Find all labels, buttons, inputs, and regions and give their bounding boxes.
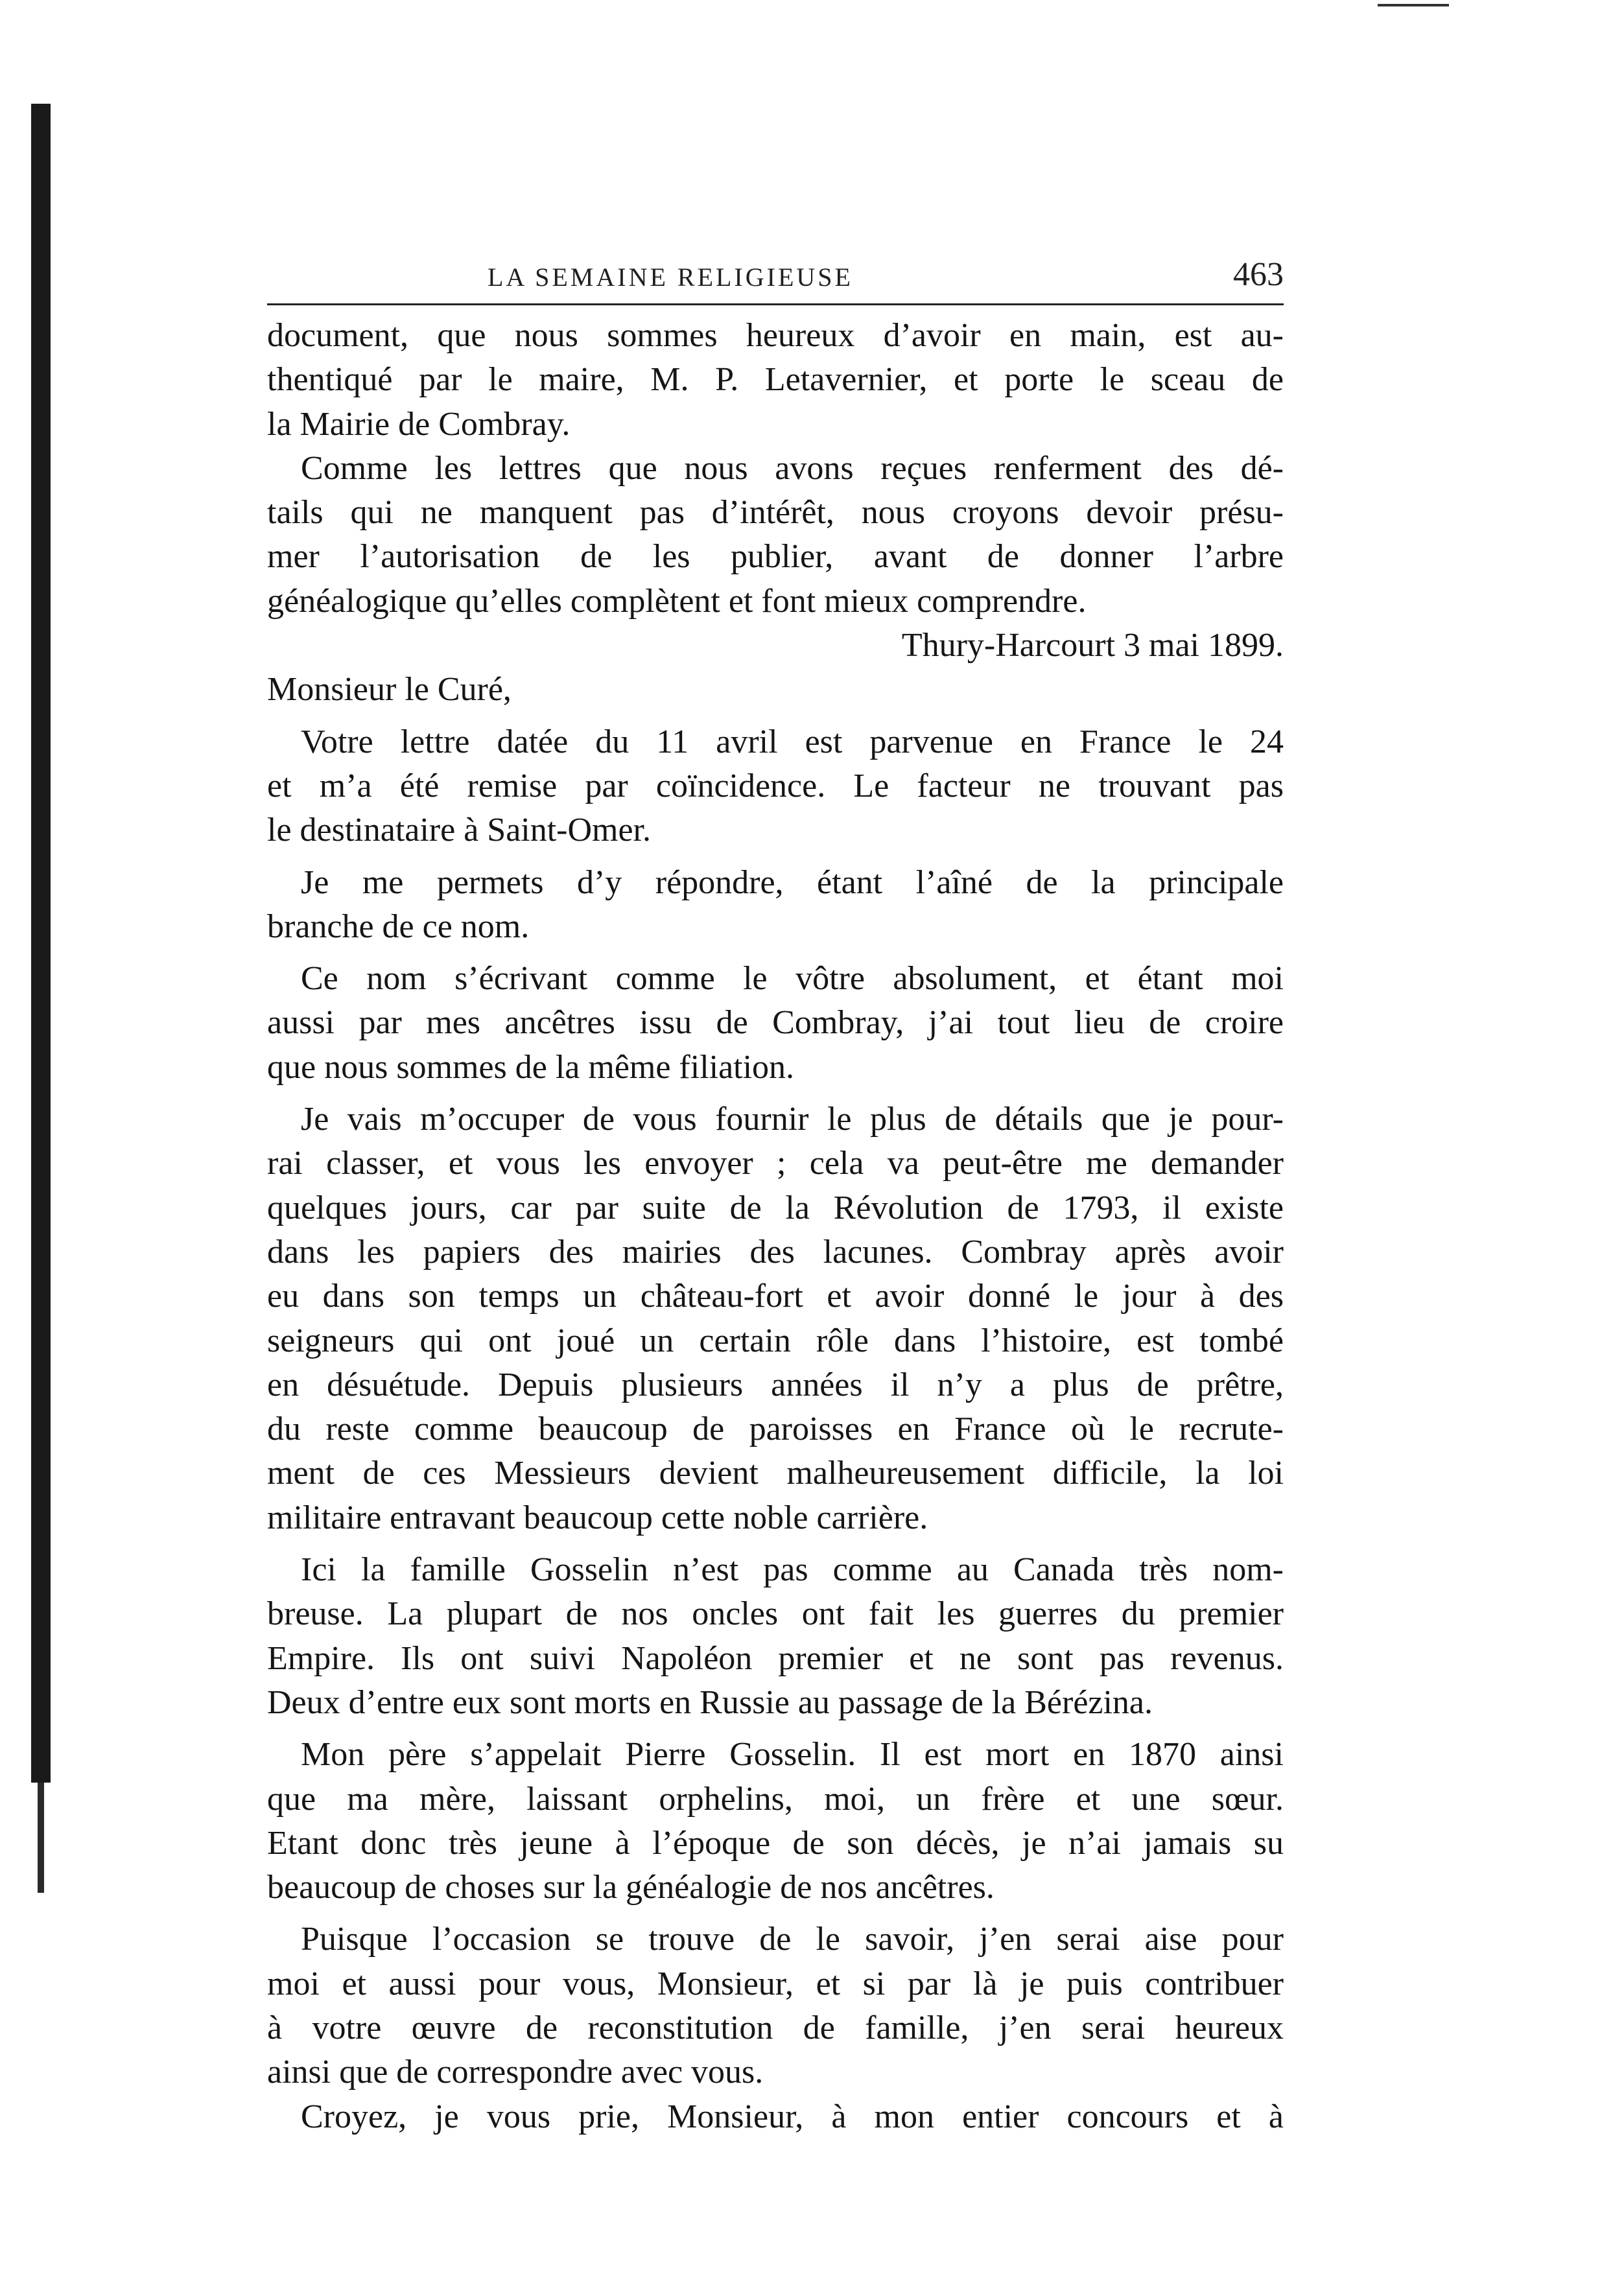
text-line: moi et aussi pour vous, Monsieur, et si par là je puis contribuer [267,1965,1284,2002]
text-line: Croyez, je vous prie, Monsieur, à mon entier concours et à [301,2098,1284,2135]
text-line: thentiqué par le maire, M. P. Letavernier, et porte le sceau de [267,361,1284,399]
text-line: militaire entravant beaucoup cette noble carrière. [267,1499,928,1536]
text-line: Ici la famille Gosselin n’est pas comme au Canada très nom- [301,1551,1284,1589]
text-line: Deux d’entre eux sont morts en Russie au passage de la Bérézina. [267,1683,1153,1721]
text-line: Ce nom s’écrivant comme le vôtre absolument, et étant moi [301,960,1284,998]
text-line: mer l’autorisation de les publier, avant de donner l’arbre [267,538,1284,576]
page-number: 463 [1233,256,1284,293]
text-line: et m’a été remise par coïncidence. Le facteur ne trouvant pas [267,767,1284,804]
text-line: que ma mère, laissant orphelins, moi, un frère et une sœur. [267,1780,1284,1818]
text-line: seigneurs qui ont joué un certain rôle dans l’histoire, est tombé [267,1322,1284,1359]
text-line: Etant donc très jeune à l’époque de son décès, je n’ai jamais su [267,1824,1284,1862]
text-line: ment de ces Messieurs devient malheureusement difficile, la loi [267,1455,1284,1492]
text-line: Je vais m’occuper de vous fournir le plus de détails que je pour- [301,1101,1284,1138]
text-line: beaucoup de choses sur la généalogie de nos ancêtres. [267,1869,995,1906]
text-line: à votre œuvre de reconstitution de famille, j’en serai heureux [267,2009,1284,2046]
text-line: Je me permets d’y répondre, étant l’aîné de la principale [301,863,1284,901]
scan-corner-mark [1378,4,1449,6]
text-line: du reste comme beaucoup de paroisses en France où le recrute- [267,1411,1284,1448]
text-line: Votre lettre datée du 11 avril est parvenue en France le 24 [301,723,1284,760]
page-binding-edge [31,104,51,1783]
text-line: document, que nous sommes heureux d’avoir en main, est au- [267,317,1284,354]
header-rule [267,303,1284,305]
body-text [267,314,1284,2139]
running-title: LA SEMAINE RELIGIEUSE [488,263,853,292]
text-line: tails qui ne manquent pas d’intérêt, nous croyons devoir présu- [267,494,1284,532]
page-binding-edge-tail [38,1783,44,1893]
page-header [267,252,1284,310]
text-line: rai classer, et vous les envoyer ; cela va peut-être me demander [267,1145,1284,1182]
text-line: ainsi que de correspondre avec vous. [267,2054,764,2091]
text-line: généalogique qu’elles complètent et font mieux comprendre. [267,582,1087,620]
letter-salutation: Monsieur le Curé, [267,671,512,709]
text-line: quelques jours, car par suite de la Révolution de 1793, il existe [267,1189,1284,1226]
text-line: aussi par mes ancêtres issu de Combray, j’ai tout lieu de croire [267,1004,1284,1042]
text-line: le destinataire à Saint-Omer. [267,812,652,849]
text-line: Empire. Ils ont suivi Napoléon premier et ne sont pas revenus. [267,1639,1284,1677]
text-line: eu dans son temps un château-fort et avoir donné le jour à des [267,1278,1284,1315]
text-line: en désuétude. Depuis plusieurs années il n’y a plus de prêtre, [267,1366,1284,1403]
text-line: Comme les lettres que nous avons reçues renferment des dé- [301,449,1284,487]
letter-dateline: Thury-Harcourt 3 mai 1899. [901,627,1284,664]
text-line: breuse. La plupart de nos oncles ont fait les guerres du premier [267,1595,1284,1633]
text-line: Puisque l’occasion se trouve de le savoir, j’en serai aise pour [301,1921,1284,1958]
text-line: la Mairie de Combray. [267,405,571,443]
text-line: Mon père s’appelait Pierre Gosselin. Il est mort en 1870 ainsi [301,1736,1284,1774]
text-line: dans les papiers des mairies des lacunes. Combray après avoir [267,1233,1284,1271]
text-line: que nous sommes de la même filiation. [267,1048,795,1086]
text-line: branche de ce nom. [267,908,530,945]
